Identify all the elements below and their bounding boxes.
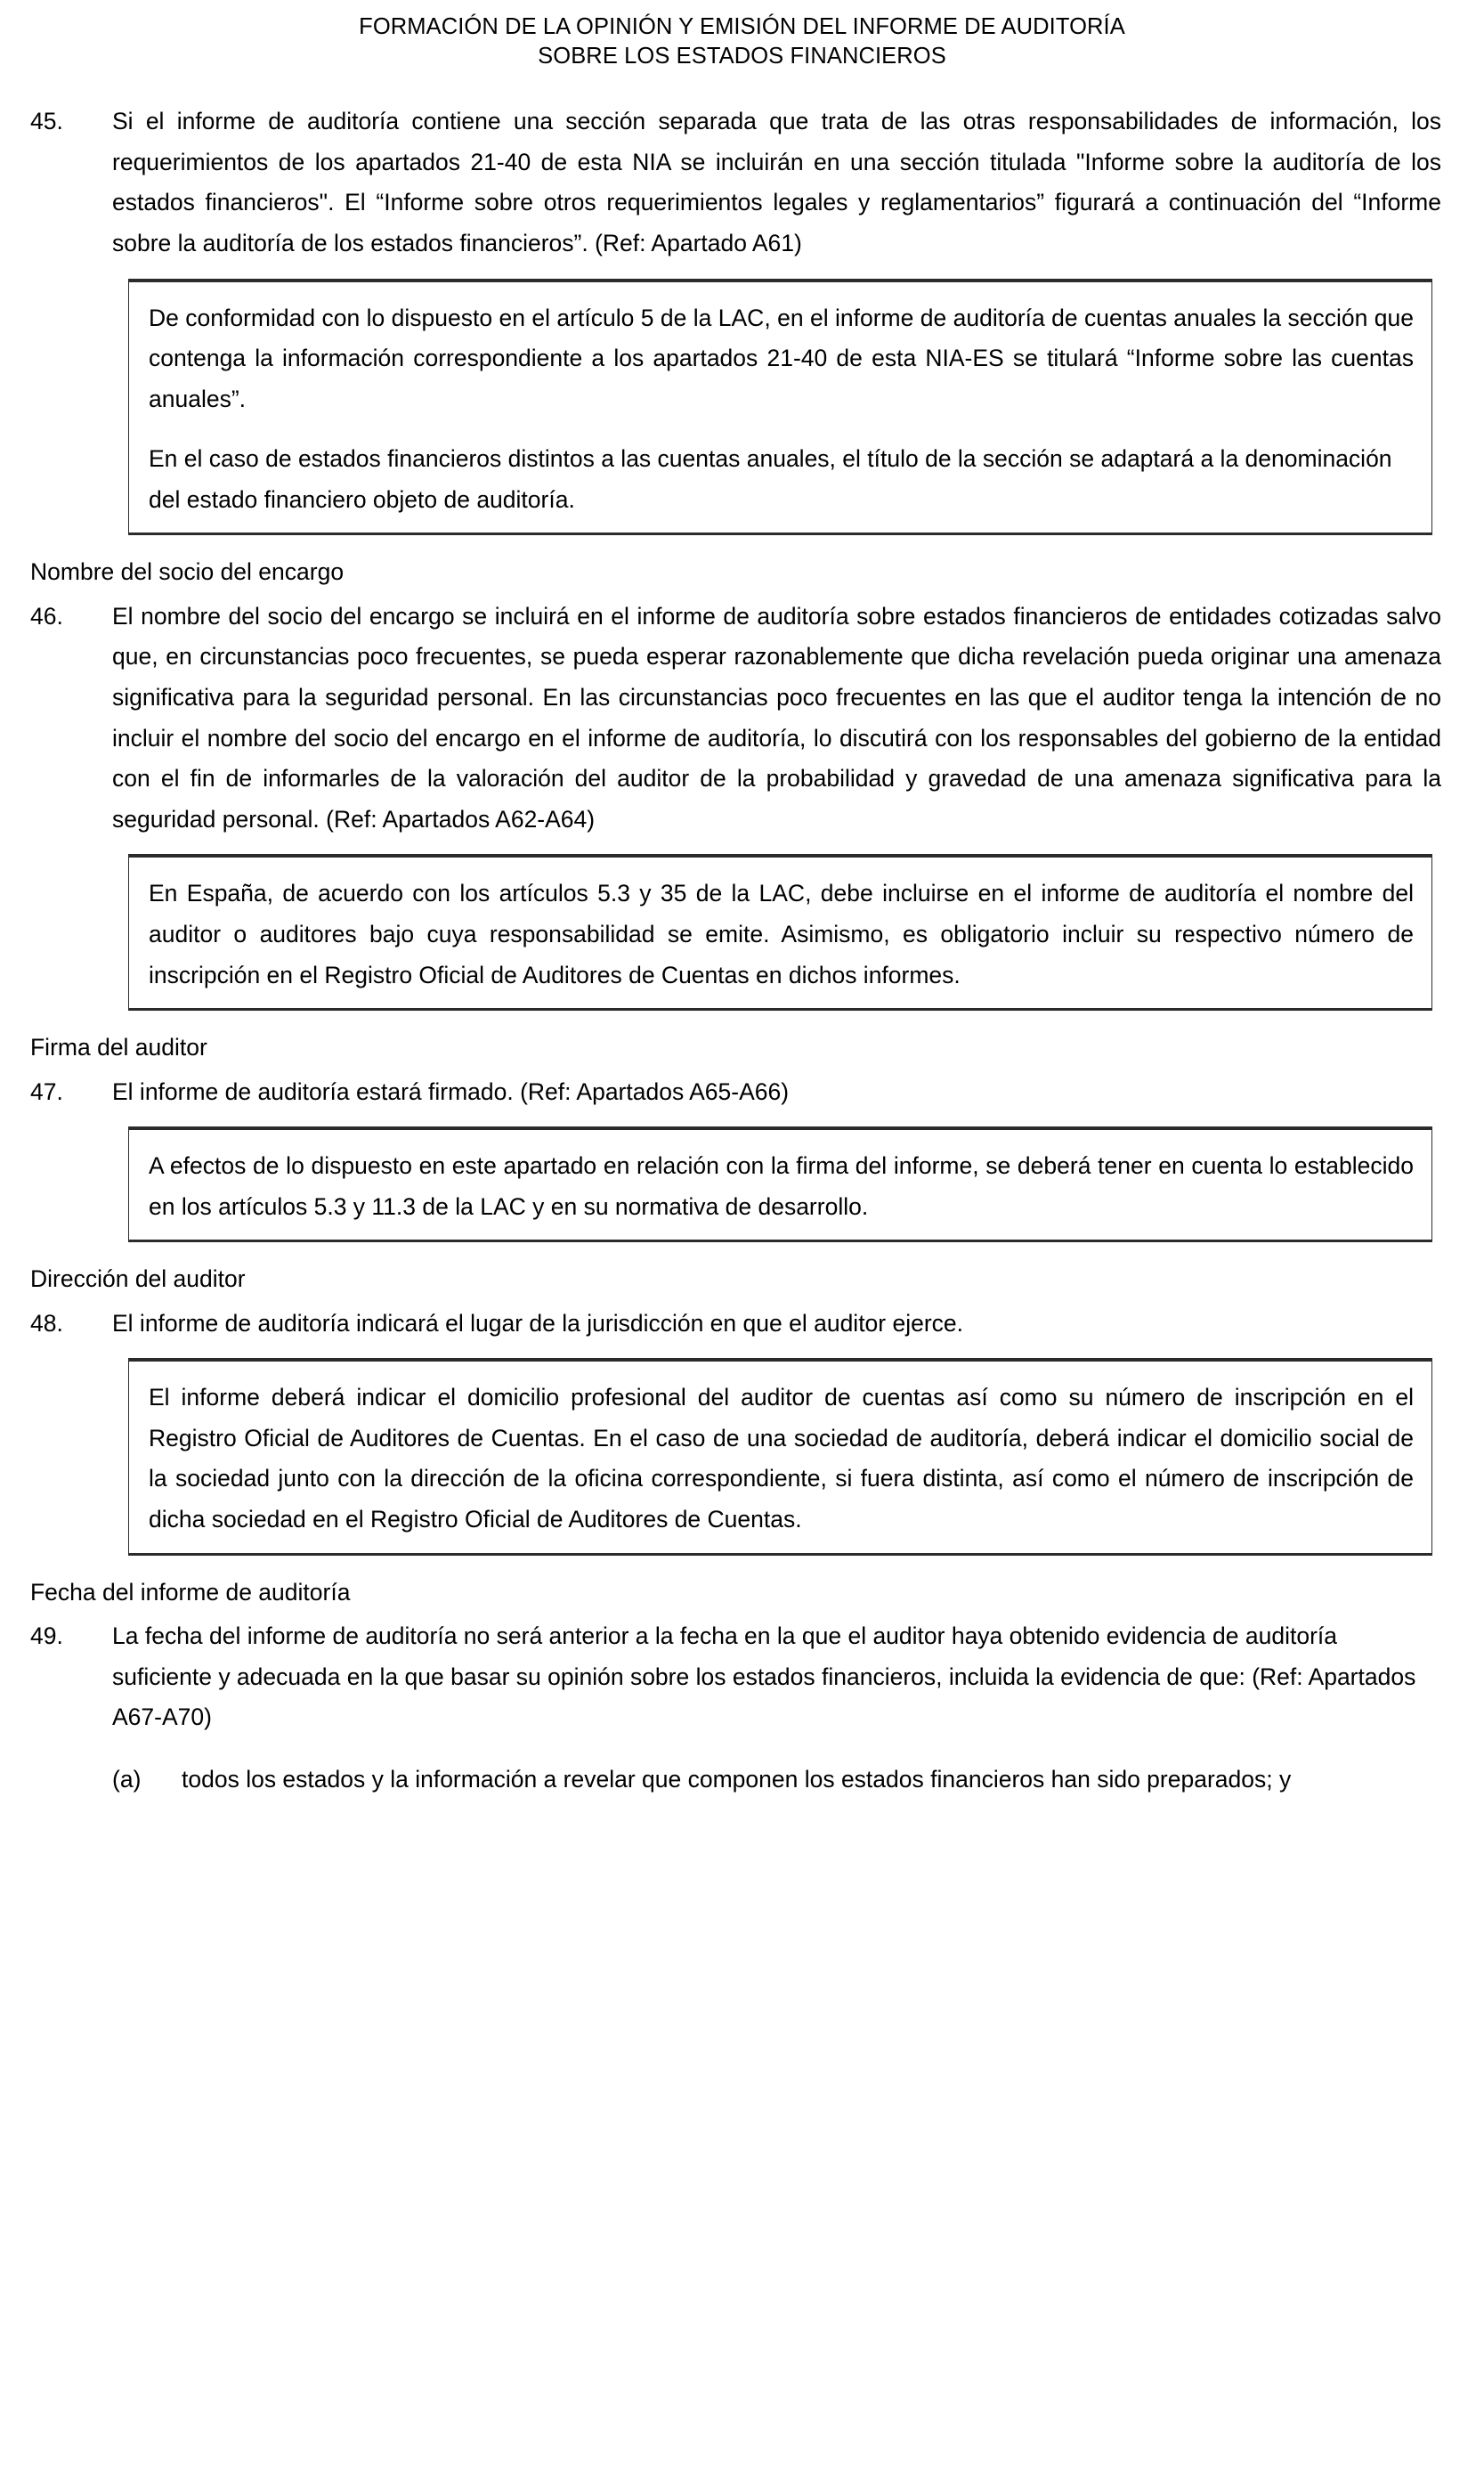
- spain-note-box-1-para-1: De conformidad con lo dispuesto en el artículo 5 de la LAC, en el informe de auditoría de cuentas anuales la sección que contenga la información correspondiente a los apartados 21-40 de esta NIA-ES se titulará “Informe sobre las cuentas anuales”.: [149, 304, 1414, 412]
- section-heading-nombre-socio: Nombre del socio del encargo: [30, 558, 345, 586]
- spain-note-box-1: [128, 279, 1432, 536]
- paragraph-48-text: El informe de auditoría indicará el lugar de la jurisdicción en que el auditor ejerce.: [112, 1309, 964, 1337]
- paragraph-48-number: 48.: [30, 1309, 63, 1337]
- spain-note-box-4: [128, 1358, 1432, 1555]
- section-heading-fecha-informe: Fecha del informe de auditoría: [30, 1578, 351, 1606]
- header-line-1: FORMACIÓN DE LA OPINIÓN Y EMISIÓN DEL INFORME DE AUDITORÍA: [359, 14, 1125, 39]
- paragraph-46-number: 46.: [30, 602, 63, 630]
- paragraph-49-text: La fecha del informe de auditoría no será anterior a la fecha en la que el auditor haya obtenido evidencia de auditoría suficiente y adecuada en la que basar su opinión sobre los estados financieros, incluida la evidencia de que: (Ref: Apartados A67-A70): [112, 1622, 1416, 1731]
- spain-note-box-4-para-1: El informe deberá indicar el domicilio profesional del auditor de cuentas así como su número de inscripción en el Registro Oficial de Auditores de Cuentas. En el caso de una sociedad de auditoría, deberá indicar el domicilio social de la sociedad junto con la dirección de la oficina correspondiente, si fuera distinta, así como el número de inscripción de dicha sociedad en el Registro Oficial de Auditores de Cuentas.: [149, 1384, 1414, 1533]
- paragraph-45-number: 45.: [30, 108, 63, 135]
- spain-note-box-2-para-1: En España, de acuerdo con los artículos 5.3 y 35 de la LAC, debe incluirse en el informe de auditoría el nombre del auditor o auditores bajo cuya responsabilidad se emite. Asimismo, es obligatorio incluir su respectivo número de inscripción en el Registro Oficial de Auditores de Cuentas en dichos informes.: [149, 880, 1414, 988]
- section-heading-firma-auditor: Firma del auditor: [30, 1034, 207, 1061]
- paragraph-47: [30, 1072, 1441, 1113]
- paragraph-49-number: 49.: [30, 1622, 63, 1649]
- document-body: [0, 102, 1484, 1800]
- paragraph-45: [30, 102, 1441, 264]
- paragraph-48: [30, 1304, 1441, 1345]
- spain-note-box-3-para-1: A efectos de lo dispuesto en este apartado en relación con la firma del informe, se deberá tener en cuenta lo establecido en los artículos 5.3 y 11.3 de la LAC y en su normativa de desarrollo.: [149, 1152, 1414, 1220]
- section-heading-direccion-auditor: Dirección del auditor: [30, 1265, 246, 1293]
- paragraph-47-number: 47.: [30, 1077, 63, 1105]
- sub-item-a: [112, 1760, 1441, 1801]
- spain-note-box-2: [128, 854, 1432, 1011]
- spain-note-box-1-para-2: En el caso de estados financieros distintos a las cuentas anuales, el título de la sección se adaptará a la denominación del estado financiero objeto de auditoría.: [149, 445, 1392, 513]
- sub-item-a-text: todos los estados y la información a revelar que componen los estados financieros han sido preparados; y: [182, 1765, 1292, 1793]
- spain-note-box-3: [128, 1126, 1432, 1242]
- paragraph-45-text: Si el informe de auditoría contiene una sección separada que trata de las otras responsabilidades de información, los requerimientos de los apartados 21-40 de esta NIA se incluirán en una sección titulada "Informe sobre la auditoría de los estados financieros". El “Informe sobre otros requerimientos legales y reglamentarios” figurará a continuación del “Informe sobre la auditoría de los estados financieros”. (Ref: Apartado A61): [112, 108, 1441, 257]
- paragraph-49: [30, 1616, 1441, 1738]
- header-line-2: SOBRE LOS ESTADOS FINANCIEROS: [538, 44, 946, 69]
- paragraph-46: [30, 597, 1441, 840]
- paragraph-47-text: El informe de auditoría estará firmado. (Ref: Apartados A65-A66): [112, 1077, 790, 1105]
- page-header: [0, 0, 1484, 71]
- paragraph-46-text: El nombre del socio del encargo se incluirá en el informe de auditoría sobre estados financieros de entidades cotizadas salvo que, en circunstancias poco frecuentes, se pueda esperar razonablemente que dicha revelación pueda originar una amenaza significativa para la seguridad personal. En las circunstancias poco frecuentes en las que el auditor tenga la intención de no incluir el nombre del socio del encargo en el informe de auditoría, lo discutirá con los responsables del gobierno de la entidad con el fin de informarles de la valoración del auditor de la probabilidad y gravedad de una amenaza significativa para la seguridad personal. (Ref: Apartados A62-A64): [112, 602, 1441, 833]
- sub-item-a-label: (a): [112, 1765, 142, 1793]
